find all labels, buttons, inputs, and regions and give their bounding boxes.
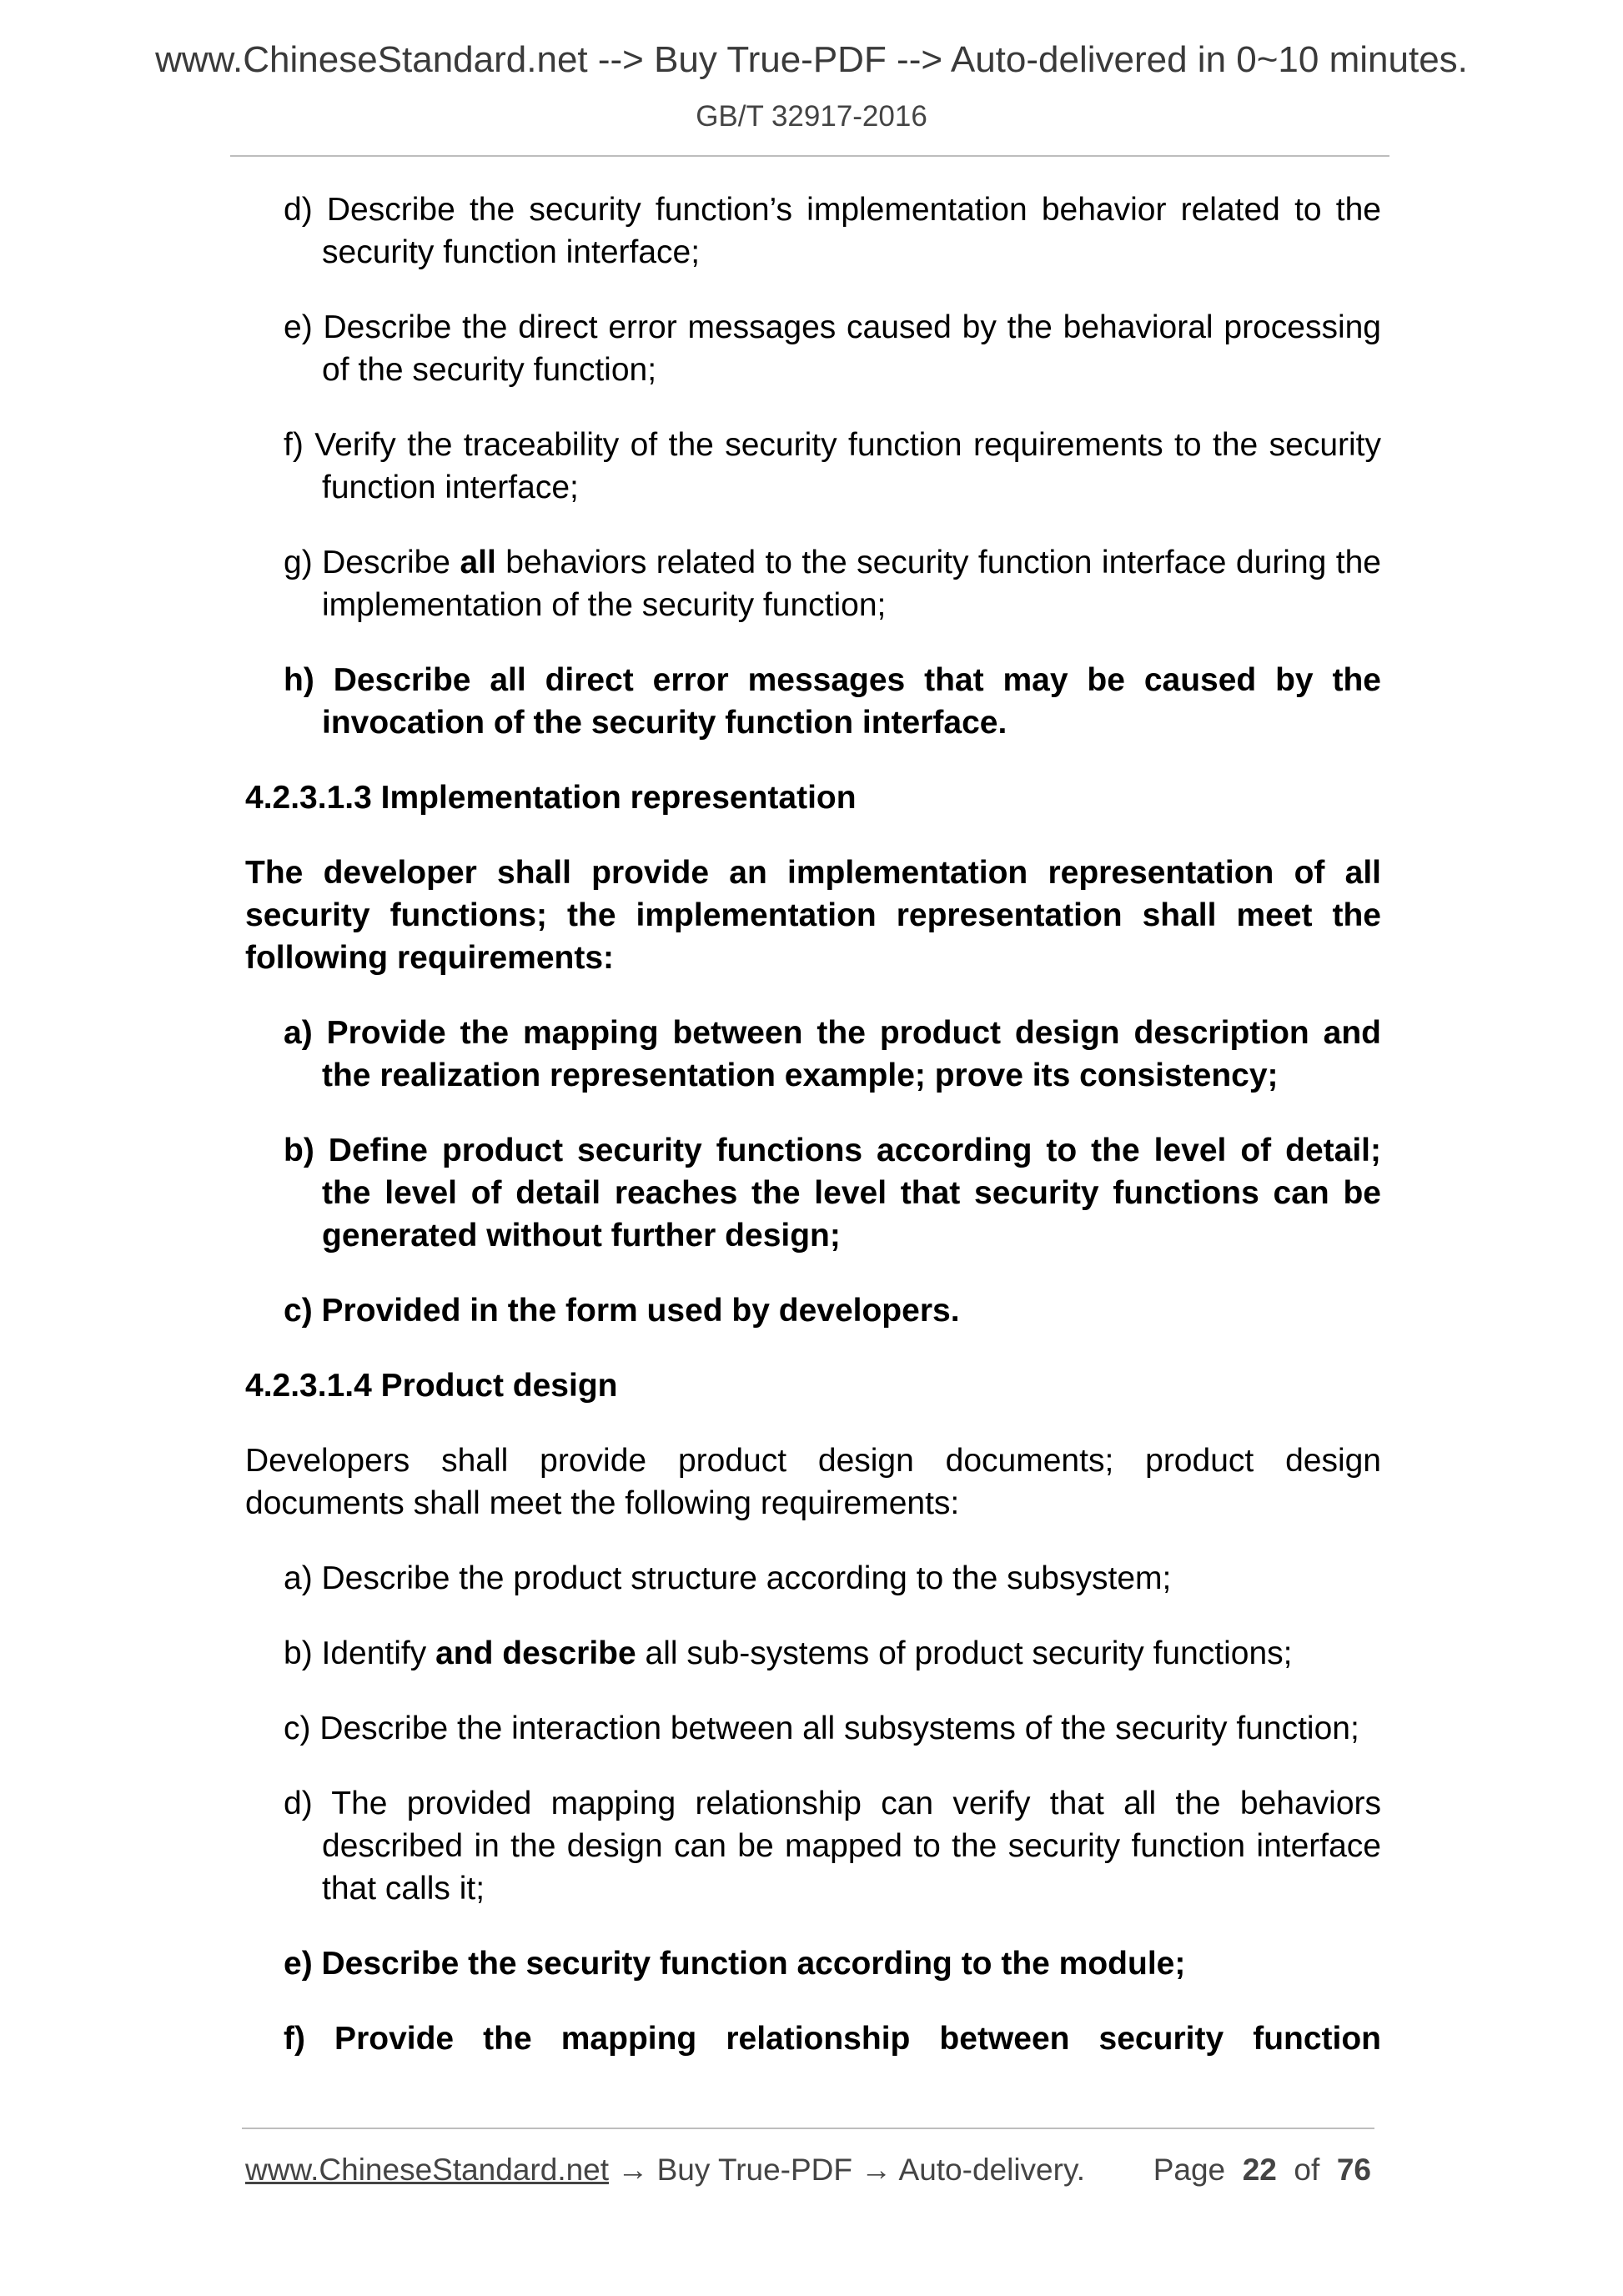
list-item: e) Describe the security function according to the module; (284, 1946, 1186, 1982)
total-pages: 76 (1336, 2153, 1371, 2187)
site-link[interactable]: www.ChineseStandard.net (245, 2153, 610, 2187)
footer-tagline: → Buy True-PDF → Auto-delivery. (609, 2153, 1085, 2187)
list-item-text: all sub-systems of product security functions; (636, 1635, 1293, 1671)
list-item: c) Describe the interaction between all subsystems of the security function; (284, 1711, 1359, 1746)
list-item: a) Provide the mapping between the product design description and the realization representation example; prove its consistency; (284, 1015, 1381, 1093)
page-indicator (1153, 2150, 1371, 2190)
list-item: h) Describe all direct error messages that may be caused by the invocation of the security function interface. (284, 662, 1381, 741)
list-item (245, 1632, 1381, 1675)
standard-code: GB/T 32917-2016 (696, 100, 927, 133)
list-item-text: g) Describe (284, 545, 460, 580)
list-item: f) Provide the mapping relationship between security function (284, 2021, 1381, 2057)
list-item-text: b) Identify (284, 1635, 436, 1671)
of-label: of (1294, 2153, 1320, 2187)
section-heading: 4.2.3.1.3 Implementation representation (245, 780, 857, 816)
section-heading: 4.2.3.1.4 Product design (245, 1368, 618, 1404)
list-item: d) Describe the security function’s implementation behavior related to the security function interface; (284, 192, 1381, 270)
page-footer (245, 2150, 1371, 2190)
list-item: f) Verify the traceability of the security function requirements to the security function interface; (284, 427, 1381, 505)
list-item: b) Define product security functions according to the level of detail; the level of detail reaches the level that security functions can be generated without further design; (284, 1133, 1381, 1254)
section-intro: Developers shall provide product design documents; product design documents shall meet the following requirements: (245, 1443, 1381, 1521)
page-number: 22 (1242, 2153, 1277, 2187)
list-item: d) The provided mapping relationship can verify that all the behaviors described in the design can be mapped to the security function interface that calls it; (284, 1786, 1381, 1907)
header-divider (230, 155, 1389, 157)
section-intro: The developer shall provide an implementation representation of all security functions; the implementation representation shall meet the following requirements: (245, 855, 1381, 976)
list-item: e) Describe the direct error messages caused by the behavioral processing of the security function; (284, 309, 1381, 388)
emphasis-text: all (460, 545, 496, 580)
footer-divider (242, 2128, 1374, 2129)
emphasis-text: and describe (435, 1635, 636, 1671)
list-item: c) Provided in the form used by developers. (284, 1293, 960, 1329)
footer-left (245, 2150, 1085, 2190)
list-item (245, 541, 1381, 626)
list-item-text: behaviors related to the security function interface during the implementation of the security function; (322, 545, 1382, 623)
page-label: Page (1153, 2153, 1226, 2187)
list-item: a) Describe the product structure according to the subsystem; (284, 1560, 1172, 1596)
document-body (245, 188, 1381, 2093)
header-banner: www.ChineseStandard.net --> Buy True-PDF --> Auto-delivered in 0~10 minutes. (155, 39, 1468, 80)
